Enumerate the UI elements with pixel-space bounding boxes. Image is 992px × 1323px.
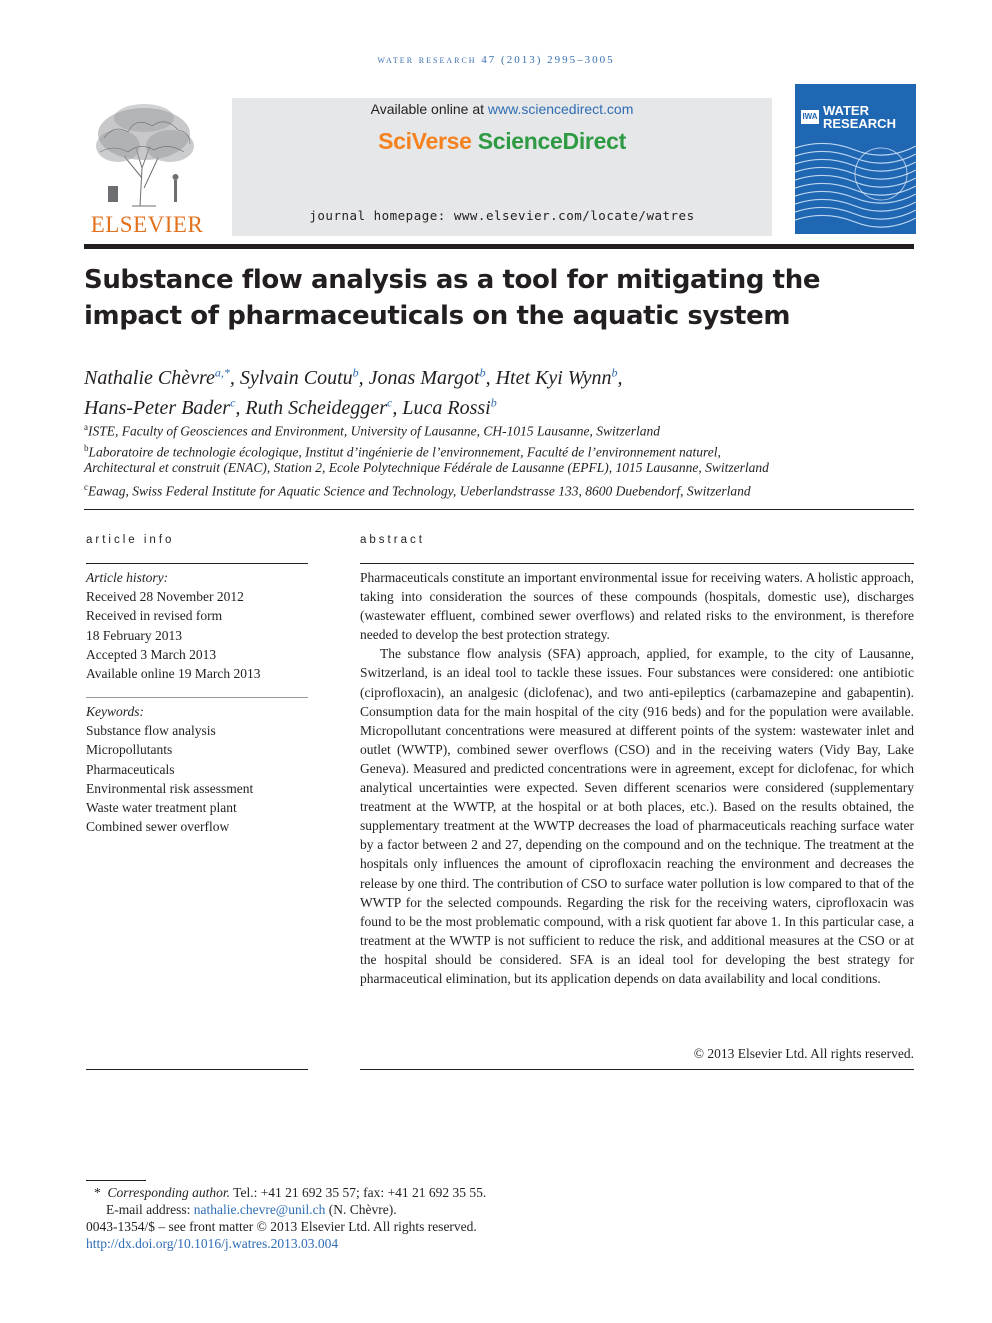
author[interactable]: Luca Rossi$^b$	[402, 395, 497, 420]
elsevier-wordmark: ELSEVIER	[90, 212, 204, 237]
author[interactable]: Jonas Margot$^b$,	[368, 365, 496, 389]
copyright: © 2013 Elsevier Ltd. All rights reserved.	[693, 1046, 914, 1061]
divider	[84, 509, 914, 510]
affiliation-b-cont: Architectural et construit (ENAC), Station 2, Ecole Polytechnique Fédérale de Lausanne (EPFL), 1015 Lausanne, Switzerland	[84, 460, 769, 475]
running-head: water research 47 (2013) 2995–3005	[377, 54, 615, 66]
abstract-paragraph: The substance flow analysis (SFA) approach, applied, for example, to the city of Lausanne, Switzerland, is an ideal tool to tackle these issues. Four substances were considered: one antibiotic (ciprofloxacin), an analgesic (diclofenac), and two anti-epileptics (carbamazepine and gabapentin). Consumption data for the main hospital of the city (916 beds) and for the population were available. Micropollutant concentrations were measured at different points of the system: wastewater inlet and outlet (WWTP), combined sewer overflows (CSO) and in the receiving waters (Vidy Bay, Lake Geneva). Measured and predicted concentrations were in agreement, except for diclofenac, for which analytical uncertainties were expected. Seven different scenarios were considered (supplementary treatment at the WWTP, at the hospital or at both places, etc.). Based on the results obtained, the supplementary treatment at the WWTP decreases the load of pharmaceuticals reaching surface water by a factor between 2 and 27, depending on the compound and on the technique. The treatment at the hospitals only influences the amount of ciprofloxacin reaching the environment and decreases the release by one third. The contribution of CSO to surface water pollution is low compared to that of the WWTP for the selected compounds. Regarding the risk for the receiving waters, ciprofloxacin was found to be the most problematic compound, with a risk quotient far above 1. In this particular case, a treatment at the WWTP is not sufficient to reduce the risk, and additional measures at the CSO or at the hospital should be considered. SFA is an ideal tool for developing the best strategy for pharmaceutical elimination, but its application depends on data availability and local conditions.	[360, 646, 914, 986]
journal-homepage[interactable]: journal homepage: www.elsevier.com/locate/watres	[309, 208, 695, 223]
history-item: Received 28 November 2012	[86, 589, 244, 605]
history-item: 18 February 2013	[86, 627, 182, 643]
footnote-rule	[86, 1180, 146, 1181]
iwa-badge: IWA	[801, 110, 819, 124]
affiliation-c: $^c$Eawag, Swiss Federal Institute for Aquatic Science and Technology, Ueberlandstrasse 133, 8600 Duebendorf, Switzerland	[84, 482, 751, 499]
history-item: Available online 19 March 2013	[86, 666, 261, 682]
divider	[86, 1069, 308, 1070]
author[interactable]: Ruth Scheidegger$^c$,	[245, 395, 403, 420]
issn-line: 0043-1354/$ – see front matter © 2013 Elsevier Ltd. All rights reserved.	[86, 1219, 477, 1234]
sciencedirect-link[interactable]: www.sciencedirect.com	[487, 101, 634, 117]
keywords-label: Keywords:	[86, 704, 144, 719]
cover-title-line1: WATER	[823, 103, 869, 118]
abstract-heading: abstract	[360, 534, 425, 546]
doi-link[interactable]: http://dx.doi.org/10.1016/j.watres.2013.03.004	[86, 1236, 339, 1251]
history-item: Received in revised form	[86, 608, 223, 624]
article-title: Substance flow analysis as a tool for mitigating the impact of pharmaceuticals on the aquatic system	[84, 265, 821, 331]
wave-pattern-icon	[795, 84, 916, 234]
corresponding-author-note: * Corresponding author. Tel.: +41 21 692 35 57; fax: +41 21 692 35 55.	[94, 1185, 487, 1200]
divider	[86, 697, 308, 698]
affiliation-a: $^a$ISTE, Faculty of Geosciences and Environment, University of Lausanne, CH-1015 Lausanne, Switzerland	[84, 422, 661, 439]
keyword[interactable]: Waste water treatment plant	[86, 800, 237, 816]
divider	[360, 1069, 914, 1070]
footnotes	[86, 1184, 686, 1252]
history-label: Article history:	[86, 570, 169, 585]
author[interactable]: Hans-Peter Bader$^c$,	[84, 395, 246, 420]
sciverse-word: SciVerse	[378, 128, 478, 154]
elsevier-logo[interactable]	[84, 98, 210, 238]
keyword[interactable]: Substance flow analysis	[86, 723, 216, 739]
history-item: Accepted 3 March 2013	[86, 646, 217, 662]
keyword[interactable]: Combined sewer overflow	[86, 819, 230, 835]
divider	[86, 563, 308, 564]
sciencedirect-word: ScienceDirect	[477, 128, 626, 154]
email-link[interactable]: nathalie.chevre@unil.ch	[193, 1202, 326, 1217]
abstract-body	[360, 568, 914, 988]
affiliation-b: $^b$Laboratoire de technologie écologique, Institut d’ingénierie de l’environnement, Faculté de l’environnement naturel,	[84, 443, 721, 460]
divider	[360, 563, 914, 564]
author[interactable]: Nathalie Chèvre$^{a,*}$,	[84, 365, 240, 389]
keywords	[86, 702, 308, 836]
article-history	[86, 568, 308, 683]
availability-line	[232, 101, 772, 117]
author-list	[84, 360, 914, 421]
article-info-heading: article info	[86, 534, 175, 546]
tree-icon	[84, 98, 210, 210]
keyword[interactable]: Pharmaceuticals	[86, 761, 175, 777]
abstract-paragraph: Pharmaceuticals constitute an important environmental issue for receiving waters. A holistic approach, taking into consideration the sources of these compounds (hospitals, domestic use), discharges (wastewater effluent, combined sewer overflows) and related risks to the environment, is therefore needed to develop the best protection strategy.	[360, 570, 914, 643]
journal-cover[interactable]	[795, 84, 916, 234]
email-note: E-mail address: nathalie.chevre@unil.ch (N. Chèvre).	[106, 1202, 397, 1217]
availability-prefix: Available online at	[370, 101, 488, 117]
sciverse-sciencedirect-logo[interactable]	[232, 128, 772, 155]
cover-title-line2: RESEARCH	[823, 116, 896, 131]
keyword[interactable]: Environmental risk assessment	[86, 780, 254, 796]
author[interactable]: Sylvain Coutu$^b$,	[239, 365, 369, 389]
author[interactable]: Htet Kyi Wynn$^b$,	[495, 365, 623, 389]
journal-header	[232, 98, 772, 236]
keyword[interactable]: Micropollutants	[86, 742, 173, 758]
header-rule	[84, 244, 914, 249]
